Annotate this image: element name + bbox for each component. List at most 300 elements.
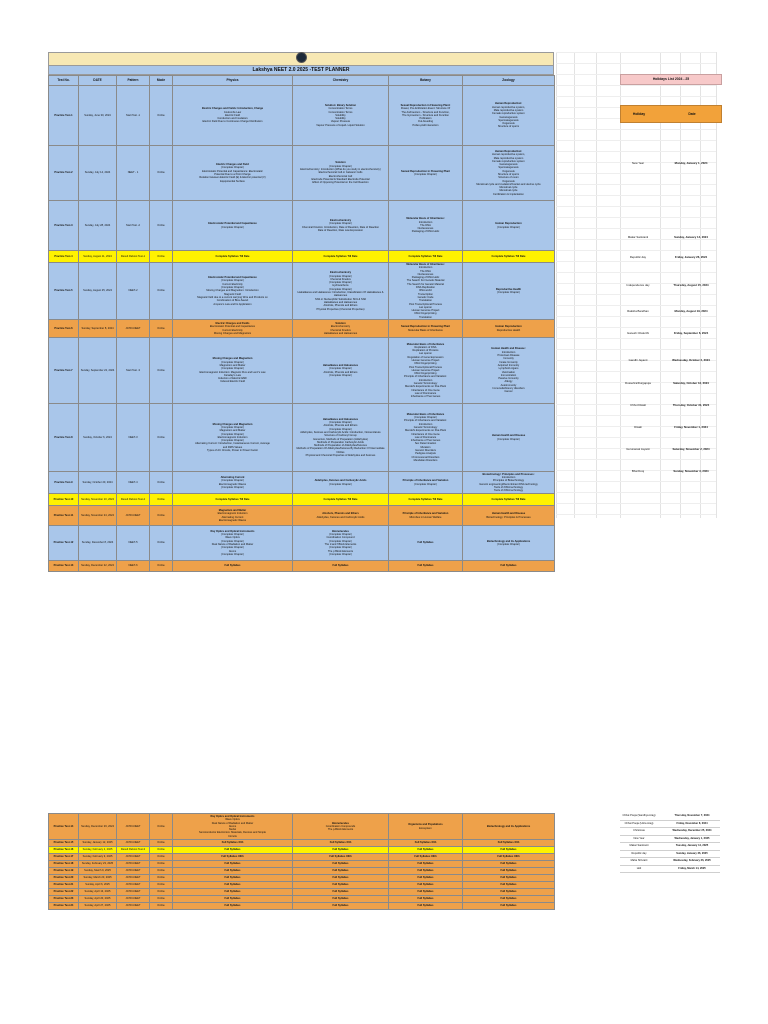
grid-line: [556, 228, 716, 229]
syllabus-line: Protozoan Disease: [497, 354, 520, 358]
syllabus-line: Full Syllabus: [224, 862, 241, 866]
cell-physics: [173, 251, 293, 263]
syllabus-line: Genetic Terminology: [413, 426, 438, 429]
syllabus-line: Post Transcriptional Process: [409, 302, 442, 306]
holiday-name: Gurunanak Jayanti: [626, 447, 650, 451]
cell-pattern: Start Test -1: [117, 86, 150, 146]
syllabus-line: Principles of Biotechnology: [492, 479, 525, 483]
syllabus-line: Full Syllabus: [224, 848, 241, 852]
syllabus-line: Reproductive Health: [495, 287, 522, 291]
syllabus-line: (Complete Chapter): [497, 291, 520, 295]
table-row: [49, 526, 555, 561]
syllabus-line: Genetic Terminology: [413, 382, 438, 386]
syllabus-line: Complete Syllabus Till Date: [215, 497, 250, 501]
holiday-name: Gandhi Jayanti: [628, 358, 648, 362]
syllabus-line: (Complete Chapter): [497, 543, 520, 547]
cell-test: Practice Test-12: [49, 526, 79, 561]
table-row: [49, 889, 555, 896]
cell-pattern: JATIO-NEET: [117, 840, 150, 847]
syllabus-line: Atoms: [228, 824, 237, 828]
syllabus-line: Law of Dominance: [414, 391, 437, 395]
syllabus-line: Coulombs Law: [223, 110, 242, 114]
cell-zoology: [463, 847, 555, 854]
syllabus-line: Organisms and Populations: [408, 823, 443, 827]
syllabus-line: Full Syllabus: [500, 897, 517, 901]
grid-line: [556, 173, 716, 174]
cell-zoology: [463, 338, 555, 404]
column-header: Zoology: [463, 76, 555, 86]
syllabus-line: Moving Charges and Magnetism: Introduction: [206, 289, 259, 293]
syllabus-line: Electromagnetic Waves: [218, 518, 247, 522]
cell-date: Sunday, February 9, 2025: [79, 854, 117, 861]
cell-date: Sunday, April 13, 2025: [79, 889, 117, 896]
holiday-date: Sunday, January 26, 2025: [676, 851, 708, 855]
syllabus-line: Cancer: [504, 390, 513, 394]
syllabus-line: Full Syllabus XIth: [221, 841, 244, 845]
syllabus-line: Full Syllabus XIIth: [497, 855, 520, 859]
syllabus-line: (Complete Chapter): [497, 225, 520, 229]
cell-date: Sunday, July 28, 2024: [79, 201, 117, 251]
cell-botany: [389, 526, 463, 561]
syllabus-line: Immunity: [503, 357, 514, 361]
grid-line: [556, 437, 716, 438]
planner-header-row: [49, 76, 555, 86]
syllabus-line: Menstrual cycle: [499, 186, 518, 190]
holiday-name: Ganesh Chaturthi: [627, 331, 649, 335]
cell-botany: [389, 882, 463, 889]
syllabus-line: Pollination: [419, 117, 432, 121]
cell-pattern: Result Reboot Test-3: [117, 847, 150, 854]
syllabus-line: Wave Optics: [225, 818, 240, 822]
syllabus-line: Alcohols, Phenols and Ethers: [323, 304, 358, 308]
cell-zoology: [463, 472, 555, 494]
syllabus-line: Complete Syllabus Till Date: [491, 497, 526, 501]
syllabus-line: Principle of Inheritance and Variation: [402, 512, 449, 516]
holiday-name: Holi: [636, 866, 642, 870]
institute-logo-icon: [296, 52, 307, 63]
syllabus-line: Replication of DNA: [414, 345, 437, 349]
cell-pattern: JATIO-NEET: [117, 882, 150, 889]
syllabus-line: Electric Field Due to Continuous Charge Distribution: [202, 120, 263, 124]
syllabus-line: (Complete Chapter): [329, 274, 352, 278]
cell-botany: [389, 506, 463, 526]
table-row: [49, 201, 555, 251]
cell-date: Sunday, October 20, 2024: [79, 472, 117, 494]
cell-zoology: [463, 561, 555, 572]
syllabus-line: Structure of sperm: [497, 125, 520, 129]
cell-date: Sunday, August 25, 2024: [79, 263, 117, 320]
cell-botany: [389, 868, 463, 875]
cell-zoology: [463, 861, 555, 868]
syllabus-line: Electrostatic Potential and Capacitance: [208, 222, 257, 226]
cell-physics: [173, 868, 293, 875]
syllabus-line: Inheritance of Two Genes: [410, 395, 441, 399]
syllabus-line: Lymphoid organs: [498, 367, 519, 371]
table-row: [49, 404, 555, 472]
cell-pattern: JATIO-NEET: [117, 868, 150, 875]
syllabus-line: Alternating Current: [221, 515, 244, 519]
table-row: [49, 875, 555, 882]
syllabus-line: Full Syllabus XIth: [414, 841, 437, 845]
cell-chemistry: [293, 561, 389, 572]
syllabus-line: Electrochemistry: [330, 325, 351, 329]
syllabus-line: Solution: Binary Solution: [324, 103, 357, 107]
grid-line: [556, 305, 716, 306]
cell-test: Practice Test-7: [49, 338, 79, 404]
grid-line: [556, 327, 716, 328]
cell-chemistry: [293, 338, 389, 404]
cell-physics: [173, 882, 293, 889]
syllabus-line: Full Syllabus: [500, 876, 517, 880]
syllabus-line: Human Reproduction:: [494, 102, 523, 106]
syllabus-line: Electrochemistry: [329, 271, 352, 275]
table-row: [49, 882, 555, 889]
grid-line: [556, 393, 716, 394]
cell-test: Practice Test-20: [49, 875, 79, 882]
cell-botany: [389, 404, 463, 472]
syllabus-line: (Complete Chapter): [497, 437, 520, 441]
syllabus-line: Aldehydes, Ketones and Carboxylic Acids: [314, 479, 367, 483]
syllabus-line: Packaging of DNA Helix: [411, 276, 440, 280]
syllabus-line: Principle of Inheritance and Variation:: [404, 419, 447, 423]
cell-chemistry: [293, 201, 389, 251]
syllabus-line: Full Syllabus: [500, 883, 517, 887]
syllabus-line: The Androecium - Structure and Function,: [401, 110, 450, 114]
syllabus-line: Human Health and Disease: [491, 434, 526, 438]
syllabus-line: (Complete Chapter): [221, 426, 244, 429]
syllabus-line: (Complete Chapter): [329, 539, 352, 543]
syllabus-line: Concentration Terms: [328, 110, 353, 114]
syllabus-line: Translation: [419, 315, 432, 319]
cell-date: Sunday, January 12, 2025: [79, 840, 117, 847]
syllabus-line: (Complete Chapter): [329, 164, 352, 168]
syllabus-line: Full Syllabus XIth: [497, 841, 520, 845]
syllabus-line: (Complete Chapter): [329, 427, 352, 431]
cell-chemistry: [293, 814, 389, 840]
holidays-title: Holidays List 2024 - 25: [620, 74, 722, 85]
syllabus-line: Electromagnetic Induction: [217, 435, 248, 439]
holiday-row: [620, 843, 720, 851]
syllabus-line: Haloalkanes and Haloarenes: [323, 331, 358, 335]
cell-botany: [389, 201, 463, 251]
syllabus-line: Full Syllabus: [417, 897, 434, 901]
holiday-date: Thursday, August 15, 2024: [673, 283, 709, 287]
syllabus-line: Magnetic Field: [224, 292, 241, 296]
cell-physics: [173, 896, 293, 903]
syllabus-line: Full Syllabus: [500, 862, 517, 866]
syllabus-line: Introduction: [501, 475, 516, 479]
cell-zoology: [463, 86, 555, 146]
syllabus-line: Full Syllabus: [417, 848, 434, 852]
syllabus-line: Dual Nature of Radiation and Matter: [211, 821, 254, 825]
syllabus-line: DNA Replication: [416, 286, 435, 290]
cell-test: Practice Test-4: [49, 251, 79, 263]
cell-chemistry: [293, 889, 389, 896]
syllabus-line: Genetic engineering/Recombinant DNA technology: [479, 482, 538, 486]
holiday-name: Maha Shivratri: [630, 859, 648, 862]
table-row: [49, 854, 555, 861]
cell-pattern: JATIO-NEET: [117, 814, 150, 840]
syllabus-line: Methods of Preparation Carboxylic Acids: [317, 440, 364, 444]
holiday-date: Wednesday, December 25, 2024: [672, 829, 712, 832]
holiday-date: Saturday, October 12, 2024: [673, 381, 709, 385]
cell-pattern: NEET - 1: [117, 146, 150, 201]
cell-pattern: NEET-2: [117, 263, 150, 320]
cell-test: Practice Test-14: [49, 814, 79, 840]
cell-chemistry: [293, 882, 389, 889]
syllabus-line: Electric Charges and Fields: Introduction, Charge: [201, 107, 264, 111]
syllabus-line: Vaccination: [501, 370, 516, 374]
holiday-row: [620, 866, 720, 874]
cell-botany: [389, 86, 463, 146]
table-row: [49, 814, 555, 840]
cell-physics: [173, 840, 293, 847]
cell-zoology: [463, 201, 555, 251]
cell-date: Sunday, March 9, 2025: [79, 868, 117, 875]
cell-pattern: NEET-4: [117, 472, 150, 494]
syllabus-line: Alcohols, Phenols and Ethers: [323, 424, 358, 428]
cell-date: Sunday, April 6, 2025: [79, 882, 117, 889]
column-header: DATE: [79, 76, 117, 86]
syllabus-line: Full Syllabus: [500, 869, 517, 873]
syllabus-line: Human Reproduction:: [494, 149, 523, 153]
cell-chemistry: [293, 896, 389, 903]
syllabus-line: Electrochemistry: [329, 218, 352, 222]
cell-chemistry: [293, 847, 389, 854]
syllabus-line: Genetic Code: [417, 295, 434, 299]
cell-botany: [389, 903, 463, 910]
syllabus-line: (Complete Chapter): [221, 485, 244, 489]
table-row: [49, 494, 555, 506]
syllabus-line: (Complete Chapter): [329, 421, 352, 425]
cell-mode: Online: [150, 814, 173, 840]
syllabus-line: DNA Fingerprinting: [414, 362, 437, 366]
planner-title: Lakshya NEET 2.0 2025 -TEST PLANNER: [48, 66, 554, 75]
cell-test: Practice Test-15: [49, 840, 79, 847]
syllabus-line: Molecular Basis of Inheritance: [406, 412, 445, 416]
syllabus-line: The p Block Elements: [327, 549, 354, 553]
cell-date: Sunday, April 27, 2025: [79, 903, 117, 910]
syllabus-line: The Search For Genetic Material: [406, 279, 445, 283]
cell-date: Sunday, September 22, 2024: [79, 338, 117, 404]
holiday-name: Bhai Dooj: [631, 469, 645, 473]
column-header: Mode: [150, 76, 173, 86]
cell-date: Sunday, September 8, 2024: [79, 320, 117, 338]
cell-botany: [389, 338, 463, 404]
syllabus-line: Lac operon: [419, 305, 432, 309]
syllabus-line: Complete Syllabus Till Date: [323, 497, 358, 501]
holiday-date: Sunday, November 3, 2024: [673, 469, 709, 473]
syllabus-line: Allergy: [504, 380, 513, 384]
cell-physics: [173, 526, 293, 561]
syllabus-line: (Complete Chapter): [329, 546, 352, 550]
cell-physics: [173, 404, 293, 472]
holiday-name: Independence day: [626, 283, 650, 287]
syllabus-line: Lac operon: [419, 352, 432, 356]
syllabus-line: Out-breeding: [417, 120, 434, 124]
syllabus-line: Mutation: [420, 445, 431, 449]
syllabus-line: Female reproductive system: [492, 159, 525, 163]
syllabus-line: Chemical Kinetics: [330, 277, 351, 281]
table-row: [49, 251, 555, 263]
cell-test: Practice Test-3: [49, 201, 79, 251]
holiday-date: Wednesday, January 1, 2025: [674, 836, 710, 840]
syllabus-line: (Complete Chapter): [221, 546, 244, 550]
cell-pattern: JATIO-NEET: [117, 506, 150, 526]
cell-mode: Online: [150, 263, 173, 320]
grid-line: [556, 294, 716, 295]
cell-test: Practice Test-8: [49, 404, 79, 472]
syllabus-line: Faraday's Law: [224, 373, 241, 377]
cell-pattern: JATIO-NEET: [117, 854, 150, 861]
syllabus-line: Law of Dominance: [414, 435, 437, 439]
cell-test: Practice Test-16: [49, 847, 79, 854]
cell-mode: Online: [150, 882, 173, 889]
grid-line: [556, 492, 716, 493]
cell-mode: Online: [150, 896, 173, 903]
syllabus-line: DNA Fingerprinting: [414, 312, 437, 316]
cell-physics: [173, 263, 293, 320]
cell-zoology: [463, 526, 555, 561]
syllabus-line: Nuclei: [228, 828, 237, 832]
cell-mode: Online: [150, 847, 173, 854]
grid-line: [556, 184, 716, 185]
cell-date: Sunday, October 6, 2024: [79, 404, 117, 472]
table-row: [49, 903, 555, 910]
syllabus-line: Fertilization & Implantation: [493, 192, 524, 196]
table-row: [49, 896, 555, 903]
holiday-date: Wednesday, October 2, 2024: [672, 358, 710, 362]
syllabus-line: Electrostatic Potential and Capacitance: Electrostatic: [202, 169, 263, 173]
cell-mode: Online: [150, 561, 173, 572]
holiday-name: Dussehra/Durgapuja: [625, 381, 651, 385]
syllabus-line: Human reproductive system,: [491, 105, 525, 109]
cell-botany: [389, 494, 463, 506]
syllabus-line: Post Transcriptional Process: [409, 365, 442, 369]
syllabus-line: Electric Charges and Fields: [215, 321, 250, 325]
syllabus-line: (Complete Chapter): [221, 479, 244, 483]
cell-test: Practice Test-17: [49, 854, 79, 861]
syllabus-line: Electrostatic Potential and Capacitance: [209, 325, 256, 329]
syllabus-line: Atoms: [228, 549, 237, 553]
syllabus-line: (Complete Chapter): [221, 533, 244, 537]
syllabus-line: Aldehydes, Ketones and Carboxylic Acids: Introduction, Nomenclature: [300, 430, 381, 434]
syllabus-line: (Complete Chapter): [221, 439, 244, 443]
cell-botany: [389, 251, 463, 263]
syllabus-line: Biomolecules: [332, 529, 349, 533]
syllabus-line: Structure of sperm: [497, 173, 520, 176]
grid-line: [556, 217, 716, 218]
cell-physics: [173, 903, 293, 910]
syllabus-line: Full Syllabus: [224, 883, 241, 887]
column-header: Botany: [389, 76, 463, 86]
syllabus-line: Inheritance of Two Genes: [410, 439, 441, 443]
syllabus-line: The d and f Block Elements: [324, 543, 357, 547]
cell-test: Practice Test-19: [49, 868, 79, 875]
cell-mode: Online: [150, 506, 173, 526]
holiday-name: Diwali: [634, 425, 642, 429]
cell-botany: [389, 861, 463, 868]
syllabus-line: Human Health and Disease:: [491, 347, 526, 351]
syllabus-line: Full Syllabus: [332, 883, 349, 887]
syllabus-line: Reproductive Health: [496, 328, 521, 332]
syllabus-line: Biotechnology and its Applications: [486, 824, 531, 828]
grid-line: [556, 415, 716, 416]
grid-line: [556, 349, 716, 350]
syllabus-line: Wave Optics: [225, 536, 240, 540]
syllabus-line: Full Syllabus: [417, 876, 434, 880]
syllabus-line: Human Reproduction: [495, 222, 522, 226]
cell-chemistry: [293, 320, 389, 338]
syllabus-line: Haloalkanes and Haloarenes: Introduction, Classification Of Haloalkanes &: [297, 291, 384, 295]
cell-zoology: [463, 263, 555, 320]
cell-pattern: JATIO-NEET: [117, 896, 150, 903]
table-row: [49, 263, 555, 320]
syllabus-line: Electromagnetic Induction: [217, 512, 248, 516]
syllabus-line: Human Health and Disease: [491, 512, 526, 516]
syllabus-line: Full Syllabus: [500, 848, 517, 852]
syllabus-line: Coordination Compounds: [325, 824, 356, 828]
table-row: [49, 847, 555, 854]
syllabus-line: Oogenesis: [502, 169, 515, 173]
syllabus-line: Full Syllabus: [332, 897, 349, 901]
column-header: Test No.: [49, 76, 79, 86]
cell-test: Practice Test-2: [49, 146, 79, 201]
cell-physics: [173, 861, 293, 868]
holiday-date: Thursday, November 7, 2024: [674, 814, 710, 817]
holiday-date: Monday, August 19, 2024: [674, 309, 708, 313]
holiday-name: Raksha Bandhan: [627, 309, 649, 313]
cell-date: Sunday, December 22, 2024: [79, 561, 117, 572]
cell-date: Sunday, November 24, 2024: [79, 506, 117, 526]
syllabus-line: Pollen-pistil interaction: [412, 123, 439, 127]
syllabus-line: Complete Syllabus Till Date: [491, 254, 526, 258]
holidays-header: [620, 105, 722, 123]
syllabus-line: Mendel's Experiments on Pea Plant: [404, 385, 446, 389]
grid-line: [556, 481, 716, 482]
table-row: [49, 320, 555, 338]
syllabus-line: Semiconductor Electronics: Materials, Devices and Simple: [198, 831, 267, 835]
syllabus-line: Spermatogenesis: [498, 118, 519, 122]
syllabus-line: Translation: [419, 299, 432, 303]
syllabus-line: Full Syllabus: [417, 869, 434, 873]
syllabus-line: and RMS Values: [222, 445, 243, 449]
syllabus-line: (Complete Chapter): [414, 416, 437, 420]
syllabus-line: Alternating Current: [220, 475, 245, 479]
grid-line: [556, 261, 716, 262]
holiday-date: Monday, January 1, 2024: [674, 161, 708, 165]
cell-mode: Online: [150, 861, 173, 868]
syllabus-line: Magnetism and Matter: [218, 508, 247, 512]
syllabus-line: Moving Charges and Magnetism: [212, 422, 253, 426]
cell-test: Practice Test-18: [49, 861, 79, 868]
syllabus-line: Complete Syllabus Till Date: [323, 254, 358, 258]
grid-line: [556, 250, 716, 251]
cell-botany: [389, 875, 463, 882]
cell-test: Practice Test-11: [49, 506, 79, 526]
cell-chemistry: [293, 868, 389, 875]
cell-test: Practice Test-22: [49, 889, 79, 896]
syllabus-line: Full Syllabus: [500, 564, 517, 568]
cell-chemistry: [293, 86, 389, 146]
syllabus-line: Hydrocarbons: [332, 284, 349, 288]
syllabus-line: Tools of rDNA technology: [493, 485, 524, 489]
syllabus-line: The Gynoecium - Structure and Function: [402, 113, 449, 117]
cell-physics: [173, 889, 293, 896]
holiday-row: [620, 836, 720, 844]
cell-zoology: [463, 251, 555, 263]
syllabus-line: Innate Immunity: [499, 360, 518, 364]
